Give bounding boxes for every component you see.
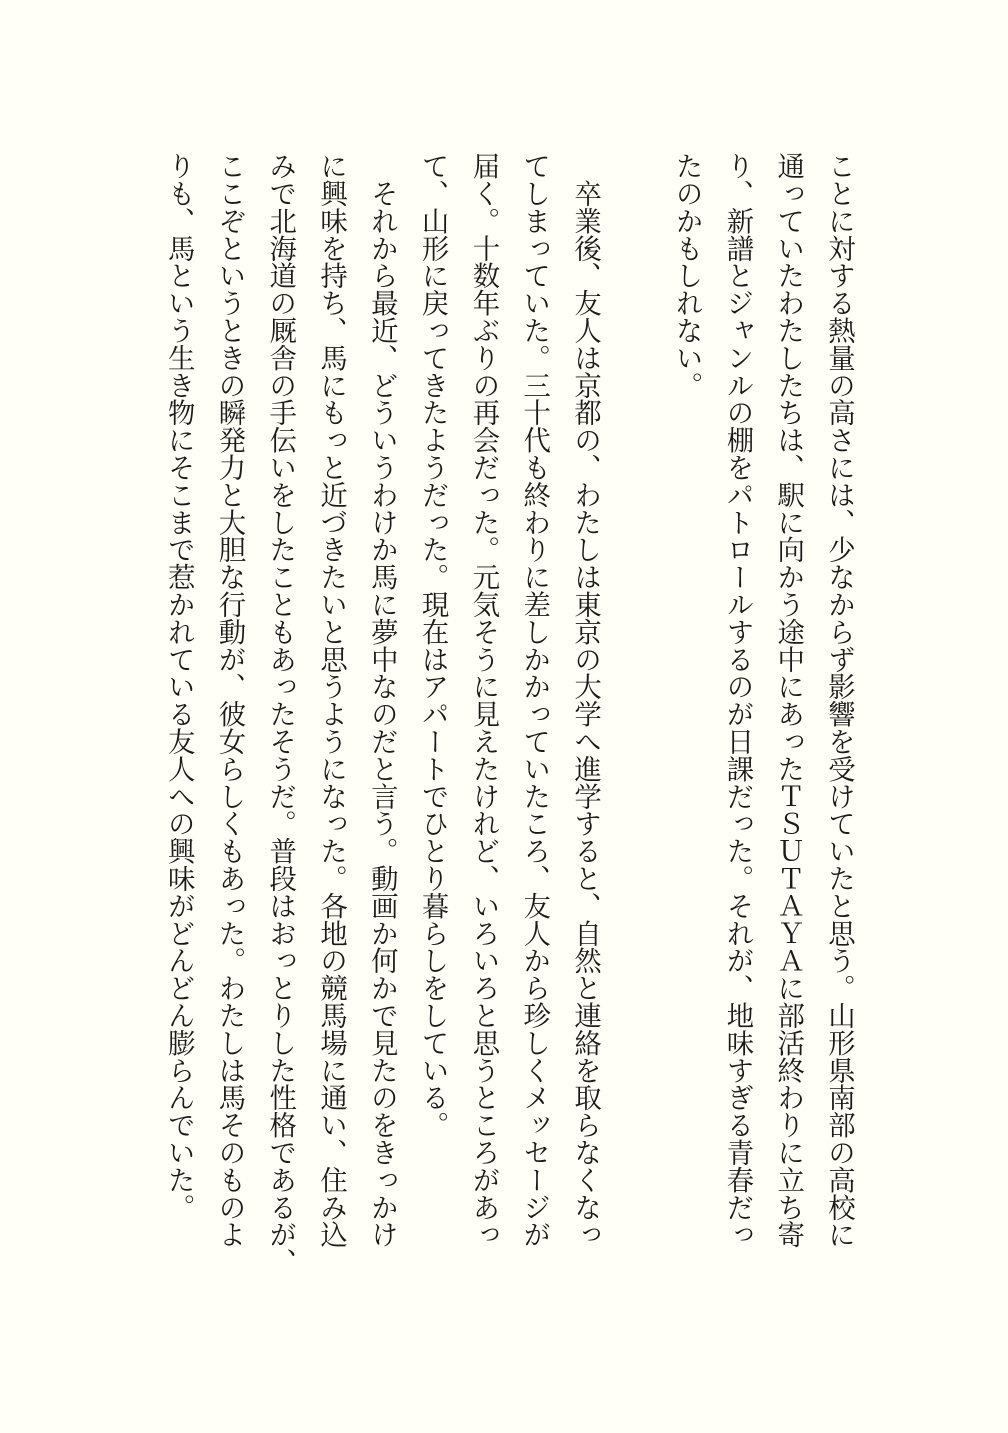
text-column: みで北海道の厩舎の手伝いをしたこともあったそうだ。普段はおっとりした性格であるが、 — [264, 152, 296, 1276]
text-column: 通っていたわたしたちは、駅に向かう途中にあったＴＳＵＴＡＹＡに部活終わりに立ち寄 — [772, 152, 804, 1248]
blank-column — [609, 152, 660, 1272]
text-column: て、山形に戻ってきたようだった。現在はアパートでひとり暮らしをしている。 — [416, 152, 448, 1139]
text-column: りも、馬という生き物にそこまで惹かれている友人への興味がどんどん膨らんでいた。 — [162, 152, 194, 1221]
text-column: それから最近、どういうわけか馬に夢中なのだと言う。動画か何かで見たのをきっかけ — [365, 152, 397, 1248]
text-column: ここぞというときの瞬発力と大胆な行動が、彼女らしくもあった。わたしは馬そのものよ — [213, 152, 245, 1248]
text-column: に興味を持ち、馬にもっと近づきたいと思うようになった。各地の競馬場に通い、住み込 — [315, 152, 347, 1248]
text-column: たのかもしれない。 — [670, 152, 702, 399]
text-column: てしまっていた。三十代も終わりに差しかかっていたころ、友人から珍しくメッセージが — [518, 152, 550, 1248]
text-column: ことに対する熱量の高さには、少なからず影響を受けていたと思う。山形県南部の高校に — [823, 152, 854, 1248]
text-column: 卒業後、友人は京都の、わたしは東京の大学へ進学すると、自然と連絡を取らなくなっ — [569, 152, 601, 1248]
text-column: り、新譜とジャンルの棚をパトロールするのが日課だった。それが、地味すぎる青春だっ — [721, 152, 753, 1248]
vertical-text-page — [152, 152, 863, 1276]
text-column: 届く。十数年ぶりの再会だった。元気そうに見えたけれど、いろいろと思うところがあっ — [467, 152, 499, 1248]
